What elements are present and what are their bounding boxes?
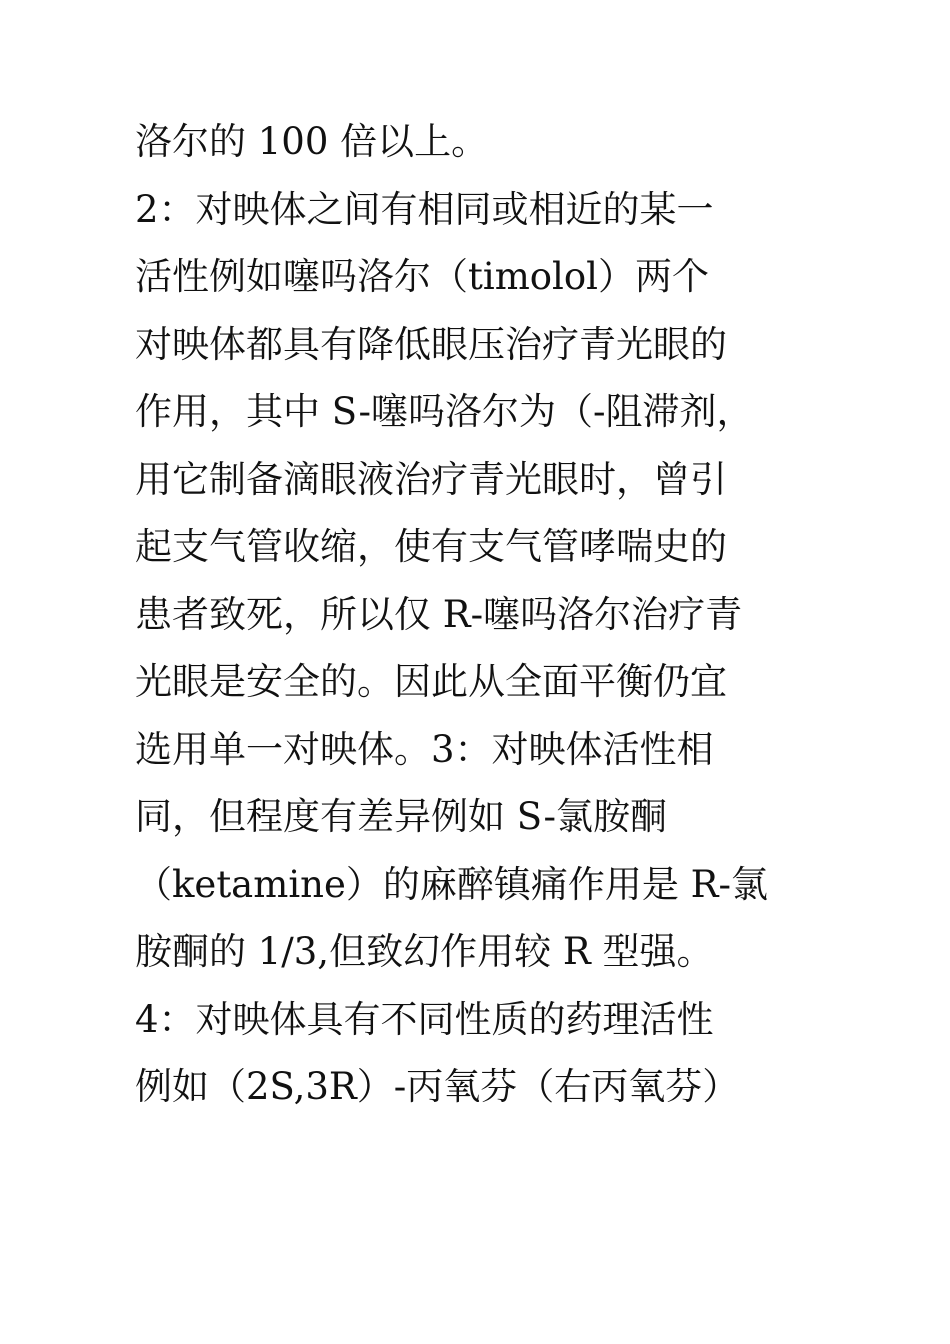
text-line: 例如（2S,3R）-丙氧芬（右丙氧芬） [135, 1065, 740, 1108]
text-line: 4：对映体具有不同性质的药理活性 [135, 997, 714, 1041]
text-line: 作用，其中 S-噻吗洛尔为（-阻滞剂， [135, 390, 754, 433]
text-line: 2：对映体之间有相同或相近的某一 [135, 187, 714, 231]
text-line: 洛尔的 100 倍以上。 [135, 120, 489, 163]
text-line: 同，但程度有差异例如 S-氯胺酮 [135, 795, 667, 838]
text-line: 用它制备滴眼液治疗青光眼时，曾引 [135, 457, 727, 501]
text-line: 胺酮的 1/3,但致幻作用较 R 型强。 [135, 930, 714, 973]
body-text [135, 112, 835, 1125]
text-line: 对映体都具有降低眼压治疗青光眼的 [135, 322, 727, 366]
text-line: 选用单一对映体。3：对映体活性相 [135, 727, 714, 771]
text-line: （ketamine）的麻醉镇痛作用是 R-氯 [135, 862, 769, 906]
text-line: 患者致死，所以仅 R-噻吗洛尔治疗青 [135, 592, 743, 636]
text-line: 光眼是安全的。因此从全面平衡仍宜 [135, 660, 727, 703]
text-line: 起支气管收缩，使有支气管哮喘史的 [135, 525, 727, 568]
text-line: 活性例如噻吗洛尔（timolol）两个 [135, 255, 710, 298]
